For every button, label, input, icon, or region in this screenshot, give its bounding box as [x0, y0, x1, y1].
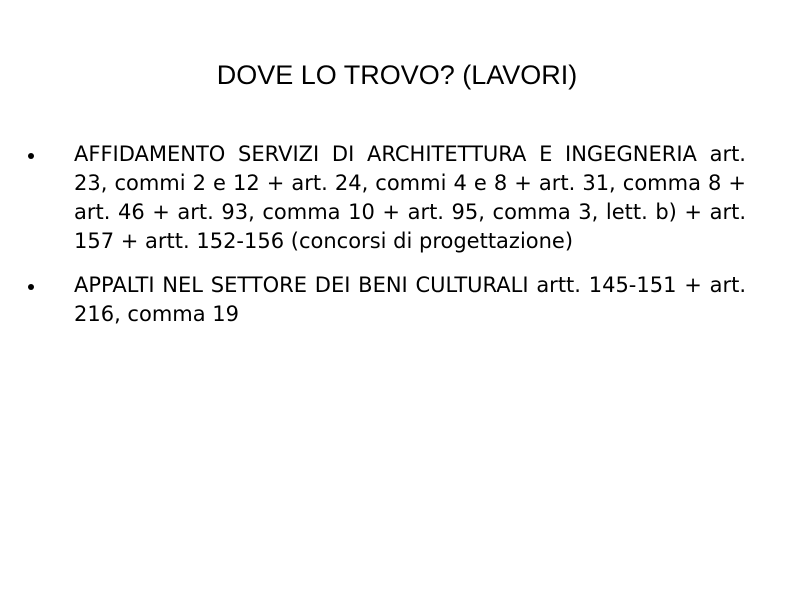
bullet-item	[74, 271, 746, 329]
bullet-item	[74, 140, 746, 256]
bullet-list	[0, 140, 794, 344]
bullet-dot-icon	[28, 153, 34, 159]
bullet-dot-icon	[28, 284, 34, 290]
bullet-text: APPALTI NEL SETTORE DEI BENI CULTURALI artt. 145-151 + art. 216, comma 19	[74, 273, 746, 326]
bullet-text: AFFIDAMENTO SERVIZI DI ARCHITETTURA E INGEGNERIA art. 23, commi 2 e 12 + art. 24, commi 4 e 8 + art. 31, comma 8 + art. 46 + art. 93, comma 10 + art. 95, comma 3, lett. b) + art. 157 + artt. 152-156 (concorsi di progettazione)	[74, 142, 746, 253]
slide-title: DOVE LO TROVO? (LAVORI)	[216, 60, 578, 90]
